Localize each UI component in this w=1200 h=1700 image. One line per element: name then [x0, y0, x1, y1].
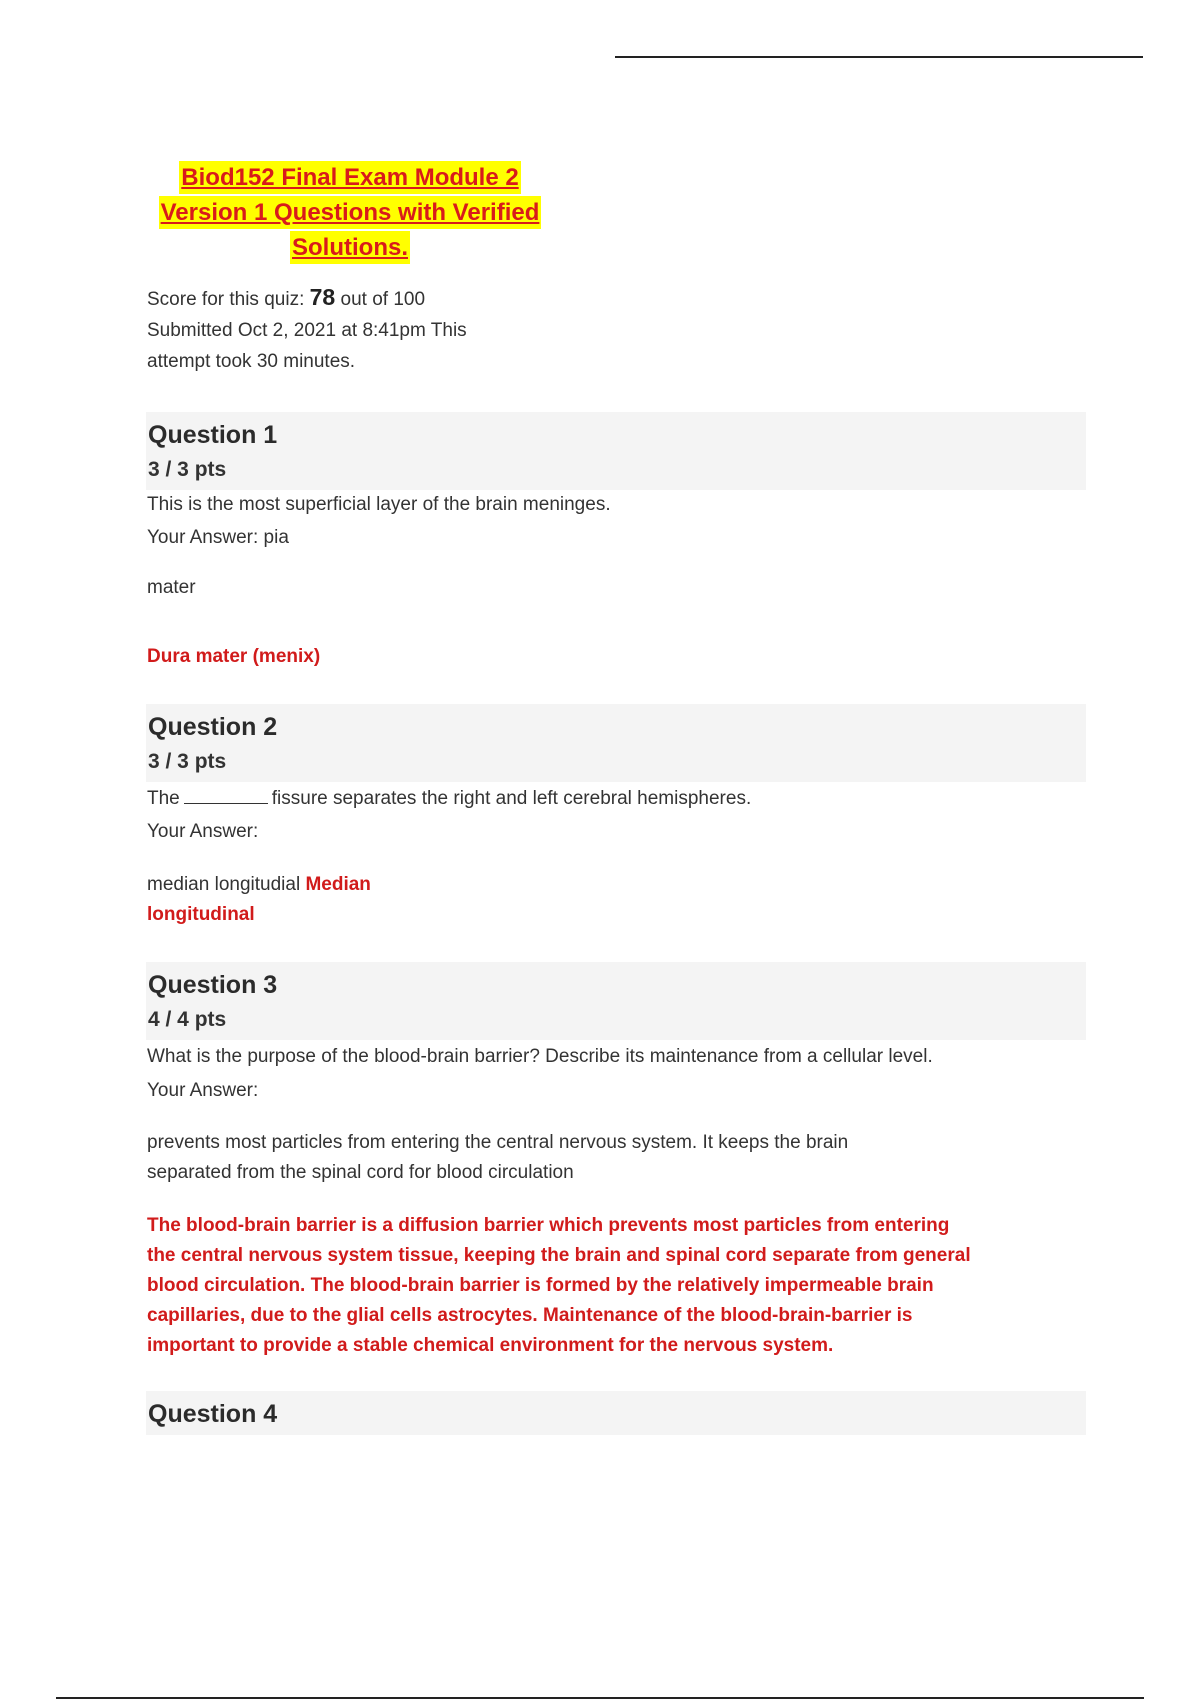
score-line: [147, 282, 567, 315]
question-2-your-answer-label: Your Answer:: [147, 821, 259, 842]
question-3-your-answer: [147, 1128, 1077, 1188]
document-title: [130, 160, 570, 265]
question-3-prompt: What is the purpose of the blood-brain barrier? Describe its maintenance from a cellular level.: [147, 1046, 933, 1067]
answer-blank: [184, 785, 268, 804]
question-1-your-answer-cont: mater: [147, 577, 196, 598]
question-2-header: [146, 704, 1086, 782]
score-value: 78: [309, 284, 336, 310]
question-3-correct-answer: [147, 1211, 1077, 1361]
question-2-correct-answer-part1: Median: [305, 874, 371, 895]
question-3-title: Question 3: [148, 971, 278, 999]
question-2-answer-line: [147, 871, 371, 899]
correct-answer-line: important to provide a stable chemical environment for the nervous system.: [147, 1335, 834, 1356]
score-prefix: Score for this quiz:: [147, 289, 310, 310]
question-2-correct-answer-part2: longitudinal: [147, 904, 255, 925]
question-2-prompt: [147, 785, 751, 813]
submitted-line: Submitted Oct 2, 2021 at 8:41pm This: [147, 320, 467, 341]
attempt-line: attempt took 30 minutes.: [147, 351, 356, 372]
question-1-points: 3 / 3 pts: [148, 458, 227, 481]
question-3-header: [146, 962, 1086, 1040]
question-4-header: [146, 1391, 1086, 1435]
title-line-1: Biod152 Final Exam Module 2: [179, 161, 520, 194]
correct-answer-line: blood circulation. The blood-brain barrier is formed by the relatively impermeable brain: [147, 1275, 934, 1296]
question-1-title: Question 1: [148, 421, 278, 449]
bottom-rule: [56, 1697, 1144, 1699]
question-2-points: 3 / 3 pts: [148, 750, 227, 773]
quiz-meta: [147, 282, 567, 377]
top-rule: [615, 56, 1143, 58]
correct-answer-line: the central nervous system tissue, keeping the brain and spinal cord separate from general: [147, 1245, 971, 1266]
question-3-your-answer-line-1: prevents most particles from entering the central nervous system. It keeps the brain: [147, 1132, 849, 1153]
question-3-your-answer-line-2: separated from the spinal cord for blood circulation: [147, 1162, 574, 1183]
question-1-correct-answer: Dura mater (menix): [147, 646, 321, 667]
question-1-your-answer: Your Answer: pia: [147, 527, 289, 548]
question-2-your-answer: median longitudial: [147, 874, 306, 895]
question-3-points: 4 / 4 pts: [148, 1008, 227, 1031]
question-3-your-answer-label: Your Answer:: [147, 1080, 259, 1101]
question-2-prompt-after: fissure separates the right and left cerebral hemispheres.: [271, 788, 752, 809]
question-4-title: Question 4: [148, 1400, 278, 1428]
title-line-3: Solutions.: [290, 231, 410, 264]
score-suffix: out of 100: [335, 289, 426, 310]
question-1-prompt: This is the most superficial layer of the brain meninges.: [147, 494, 611, 515]
question-2-prompt-before: The: [147, 788, 180, 809]
correct-answer-line: capillaries, due to the glial cells astrocytes. Maintenance of the blood-brain-barrier is: [147, 1305, 913, 1326]
question-1-header: [146, 412, 1086, 490]
correct-answer-line: The blood-brain barrier is a diffusion barrier which prevents most particles from entering: [147, 1215, 950, 1236]
question-2-title: Question 2: [148, 713, 278, 741]
title-line-2: Version 1 Questions with Verified: [159, 196, 542, 229]
